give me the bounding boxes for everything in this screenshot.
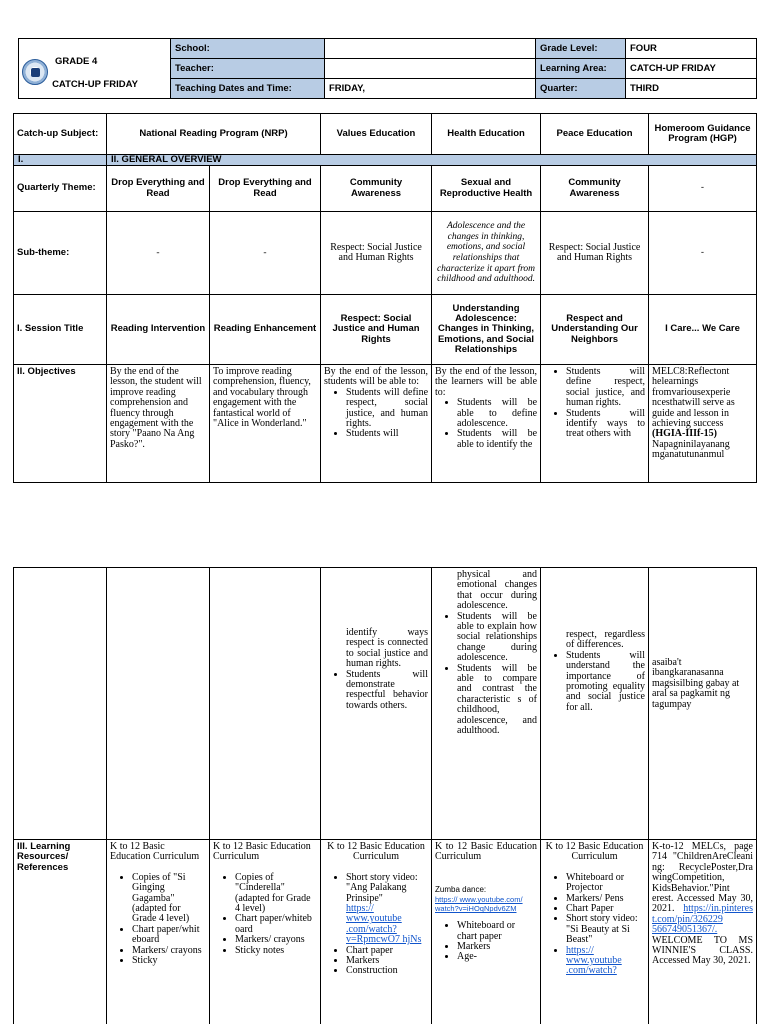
objectives-continued-row <box>14 568 757 840</box>
teacher-field[interactable] <box>325 59 536 79</box>
resources-health-item: • Markers <box>457 942 537 952</box>
theme-nrp2: Drop Everything and Read <box>210 166 321 212</box>
resources-values-curriculum: K to 12 Basic Education Curriculum <box>327 841 425 863</box>
header-table <box>18 38 757 99</box>
school-field[interactable] <box>325 39 536 59</box>
theme-peace: Community Awareness <box>541 166 649 212</box>
objectives-hgp-code: (HGIA-IIIf-15) <box>652 428 718 440</box>
resources-nrp1-curriculum: K to 12 Basic Education Curriculum <box>110 841 200 863</box>
resources-values-item: • Construction <box>346 966 428 976</box>
school-label: School: <box>171 39 325 59</box>
theme-values: Community Awareness <box>321 166 432 212</box>
resources-nrp2-curriculum: K to 12 Basic Education Curriculum <box>213 841 311 863</box>
subtheme-nrp1: - <box>107 212 210 295</box>
quarterly-theme-row <box>14 166 757 212</box>
peace-column-header: Peace Education <box>541 114 649 155</box>
resources-label: III. Learning Resources/ References <box>14 840 107 1024</box>
resources-nrp1-item: • Sticky <box>132 956 206 966</box>
resources-nrp1-item: • Copies of "Si Ginging Gagamba" (adapted for Grade 4 level) <box>132 873 206 925</box>
resources-hgp-text2: WELCOME TO MS WINNIE'S CLASS. Accessed May 30, 2021. <box>652 934 753 967</box>
resources-peace <box>541 840 649 1024</box>
objectives-peace-item: • Students will identify ways to treat others with <box>566 409 645 440</box>
resources-peace-item: • Markers/ Pens <box>566 894 645 904</box>
band-title: II. GENERAL OVERVIEW <box>107 155 757 166</box>
values-column-header: Values Education <box>321 114 432 155</box>
resources-hgp <box>649 840 757 1024</box>
resources-peace-link[interactable]: https:// www.youtube .com/watch? <box>566 944 622 977</box>
resources-health-curriculum: K to 12 Basic Education Curriculum <box>435 841 537 863</box>
session-nrp2: Reading Enhancement <box>210 295 321 365</box>
resources-nrp1-item: • Chart paper/whit eboard <box>132 925 206 946</box>
objectives-health-intro: By the end of the lesson, the learners will be able to: <box>435 366 538 398</box>
cont-nrp1-empty <box>107 568 210 840</box>
subtheme-health: Adolescence and the changes in thinking, emotions, and social relationships that characterize it apart from childhood and adulthood. <box>432 212 541 295</box>
cont-values-item: identify ways respect is connected to social justice and human rights. <box>346 627 428 670</box>
objectives-nrp2: To improve reading comprehension, fluency, and vocabulary through engagement with the fantastical world of "Alice in Wonderland." <box>210 365 321 483</box>
theme-hgp: - <box>649 166 757 212</box>
objectives-health <box>432 365 541 483</box>
resources-peace-item: • Short story video: "Si Beauty at Si Beast" <box>566 914 645 945</box>
session-hgp: I Care... We Care <box>649 295 757 365</box>
lesson-plan-table-page2 <box>13 567 757 1024</box>
objectives-peace-item: • Students will define respect, social justice, and human rights. <box>566 367 645 409</box>
objectives-values <box>321 365 432 483</box>
resources-values-item: • Markers <box>346 956 428 966</box>
resources-values-video-label: Short story video: "Ang Palakang Prinsipe" <box>346 871 418 904</box>
resources-health-item: • Age- <box>457 952 537 962</box>
subject-label: Catch-up Subject: <box>14 114 107 155</box>
session-label: I. Session Title <box>14 295 107 365</box>
resources-health <box>432 840 541 1024</box>
session-nrp1: Reading Intervention <box>107 295 210 365</box>
learning-area-value[interactable]: CATCH-UP FRIDAY <box>626 59 757 79</box>
cont-peace <box>541 568 649 840</box>
resources-peace-link-item <box>566 946 645 977</box>
resources-peace-curriculum: K to 12 Basic Education Curriculum <box>545 841 644 863</box>
learning-resources-row <box>14 840 757 1024</box>
objectives-nrp1: By the end of the lesson, the student will improve reading comprehension and fluency through engagement with the story "Paano Na Ang Pasko?". <box>107 365 210 483</box>
cont-values <box>321 568 432 840</box>
cont-health-first: physical and emotional changes that occur during adolescence. <box>457 569 537 612</box>
quarter-value[interactable]: THIRD <box>626 79 757 99</box>
resources-values-item: • Chart paper <box>346 946 428 956</box>
resources-values-video <box>346 873 428 946</box>
subtheme-nrp2: - <box>210 212 321 295</box>
column-header-row <box>14 114 757 155</box>
cont-hgp: asaiba't ibangkaranasanna magsisilbing gabay at aral sa pagkamit ng tagumpay <box>649 568 757 840</box>
resources-nrp2-item: • Sticky notes <box>235 946 317 956</box>
resources-nrp1-item: • Markers/ crayons <box>132 946 206 956</box>
resources-hgp-text: K-to-12 MELCs, page 714 "ChildrenAreCleani ng: RecyclePoster,Dra wingCompetition, KidsBehavior."Pint erest. Accessed May 30, 2021. <box>652 841 753 915</box>
lesson-plan-table-page1 <box>13 113 757 483</box>
resources-nrp2 <box>210 840 321 1024</box>
band-roman: I. <box>14 155 107 166</box>
resources-health-item: • Whiteboard or chart paper <box>457 921 537 942</box>
cont-health-item: • Students will be able to compare and contrast the characteristic s of childhood, adolescence, and adulthood. <box>457 664 537 737</box>
session-title-row <box>14 295 757 365</box>
subtheme-hgp: - <box>649 212 757 295</box>
objectives-values-intro: By the end of the lesson, students will be able to: <box>324 366 429 388</box>
objectives-values-item: • Students will define respect, social justice, and human rights. <box>346 388 428 430</box>
resources-peace-item: • Chart Paper <box>566 904 645 914</box>
session-values: Respect: Social Justice and Human Rights <box>321 295 432 365</box>
resources-nrp1 <box>107 840 210 1024</box>
theme-health: Sexual and Reproductive Health <box>432 166 541 212</box>
nrp-column-header: National Reading Program (NRP) <box>107 114 321 155</box>
teacher-label: Teacher: <box>171 59 325 79</box>
objectives-hgp-text: MELC8:Reflectont helearnings fromvariousexperie ncesthatwill serve as guide and lesson in achieving success <box>652 366 735 430</box>
resources-values-link[interactable]: https:// www.youtube .com/watch? v=RpmcwO7 hjNs <box>346 903 422 946</box>
learning-area-label: Learning Area: <box>536 59 626 79</box>
resources-values <box>321 840 432 1024</box>
session-health: Understanding Adolescence: Changes in Thinking, Emotions, and Social Relationships <box>432 295 541 365</box>
program-label: CATCH-UP FRIDAY <box>52 79 138 90</box>
resources-health-link[interactable]: https:// www.youtube.com/ watch?v=iHOqNpdv6ZM <box>435 895 523 914</box>
header-logo-cell <box>19 39 171 99</box>
cont-health <box>432 568 541 840</box>
cont-peace-first: respect, regardless of differences. <box>566 629 645 651</box>
cont-nrp2-empty <box>210 568 321 840</box>
resources-hgp-link[interactable]: https://in.pinteres t.com/pin/326229 566749051367/. <box>652 903 753 936</box>
resources-peace-item: • Whiteboard or Projector <box>566 873 645 894</box>
header-block <box>18 38 757 99</box>
dates-field[interactable]: FRIDAY, <box>325 79 536 99</box>
grade-label: GRADE 4 <box>55 56 98 67</box>
objectives-values-item: • Students will <box>346 429 428 439</box>
grade-level-value[interactable]: FOUR <box>626 39 757 59</box>
objectives-health-item: • Students will be able to define adolescence. <box>457 398 537 429</box>
cont-label-empty <box>14 568 107 840</box>
subtheme-label: Sub-theme: <box>14 212 107 295</box>
cont-values-item: • Students will demonstrate respectful behavior towards others. <box>346 670 428 712</box>
grade-level-label: Grade Level: <box>536 39 626 59</box>
cont-health-item: • Students will be able to explain how social relationships change during adolescence. <box>457 612 537 664</box>
theme-label: Quarterly Theme: <box>14 166 107 212</box>
health-column-header: Health Education <box>432 114 541 155</box>
resources-nrp2-item: • Copies of "Cinderella" (adapted for Grade 4 level) <box>235 873 317 915</box>
dates-label: Teaching Dates and Time: <box>171 79 325 99</box>
objectives-row <box>14 365 757 483</box>
objectives-hgp-tagalog: Napagninilayanang mganatutunanmul <box>652 438 730 461</box>
subtheme-values: Respect: Social Justice and Human Rights <box>321 212 432 295</box>
resources-nrp2-item: • Chart paper/whiteb oard <box>235 914 317 935</box>
subtheme-peace: Respect: Social Justice and Human Rights <box>541 212 649 295</box>
cont-peace-item: • Students will understand the importance of promoting equality and social justice for all. <box>566 651 645 713</box>
hgp-column-header: Homeroom Guidance Program (HGP) <box>649 114 757 155</box>
objectives-label: II. Objectives <box>14 365 107 483</box>
subtheme-row <box>14 212 757 295</box>
resources-nrp2-item: • Markers/ crayons <box>235 935 317 945</box>
theme-nrp1: Drop Everything and Read <box>107 166 210 212</box>
session-peace: Respect and Understanding Our Neighbors <box>541 295 649 365</box>
quarter-label: Quarter: <box>536 79 626 99</box>
objectives-hgp <box>649 365 757 483</box>
general-overview-band <box>14 155 757 166</box>
resources-health-zumba: Zumba dance: <box>435 884 487 894</box>
objectives-health-item: • Students will be able to identify the <box>457 429 537 450</box>
objectives-peace <box>541 365 649 483</box>
